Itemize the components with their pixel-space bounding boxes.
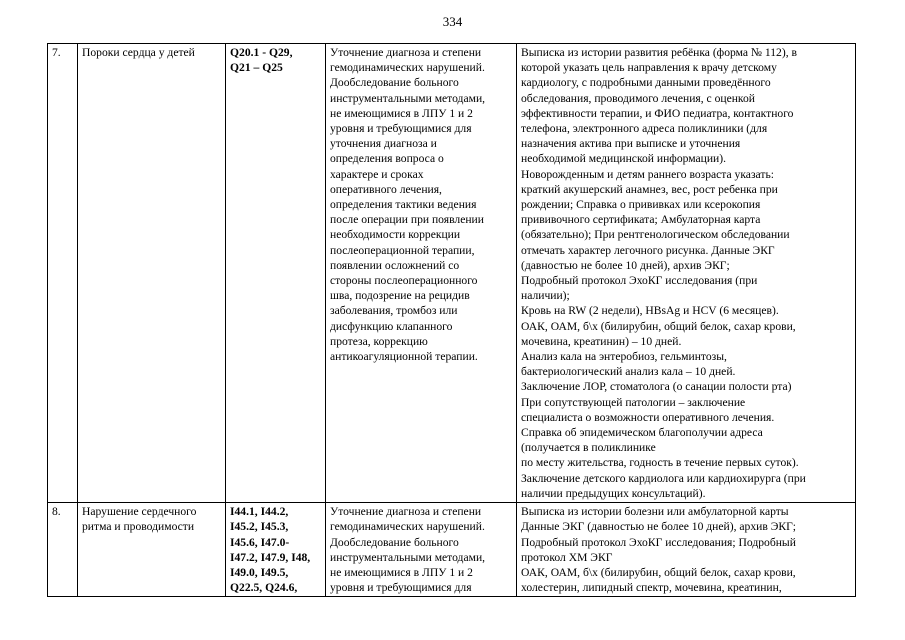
document-line: Данные ЭКГ (давностью не более 10 дней), архив ЭКГ; [521, 520, 797, 534]
document-line: которой указать цель направления к врачу детскому [521, 61, 777, 75]
document-line: Заключение детского кардиолога или кардиохирурга (при [521, 471, 806, 485]
document-line: Подробный протокол ЭхоКГ исследования; Подробный [521, 535, 796, 549]
purpose-line: определения тактики ведения [330, 198, 477, 212]
row-number-text: 7. [52, 46, 61, 59]
document-line: отмечать характер легочного рисунка. Данные ЭКГ [521, 243, 775, 257]
purpose-line: уровня и требующимися для [330, 122, 472, 136]
document-line: Справка об эпидемическом благополучии адреса [521, 426, 763, 440]
purpose-line: стороны послеоперационного [330, 274, 478, 288]
icd-codes [226, 503, 326, 597]
referral-purpose [326, 503, 517, 597]
icd-code-line: Q21 – Q25 [230, 61, 283, 75]
condition-name-line: Нарушение сердечного [82, 505, 197, 519]
document-line: обследования, проводимого лечения, с оценкой [521, 91, 755, 105]
table-row [48, 503, 856, 597]
document-line: бактериологический анализ кала – 10 дней. [521, 365, 736, 379]
document-line: (давностью не более 10 дней), архив ЭКГ; [521, 258, 730, 272]
purpose-line: уточнения диагноза и [330, 137, 437, 151]
row-number [48, 503, 78, 597]
document-line: При сопутствующей патологии – заключение [521, 395, 746, 409]
document-line: краткий акушерский анамнез, вес, рост ребенка при [521, 182, 778, 196]
document-line: ОАК, ОАМ, б\х (билирубин, общий белок, сахар крови, [521, 565, 796, 579]
required-documents [517, 503, 856, 597]
purpose-line: определения вопроса о [330, 152, 444, 166]
purpose-line: появлении осложнений со [330, 258, 460, 272]
purpose-line: шва, подозрение на рецидив [330, 289, 470, 303]
purpose-line: Уточнение диагноза и степени [330, 505, 482, 519]
referral-purpose [326, 44, 517, 503]
document-line: прививочного сертификата; Амбулаторная карта [521, 213, 761, 227]
purpose-line: после операции при появлении [330, 213, 484, 227]
page-number: 334 [442, 14, 463, 29]
purpose-line: Дообследование больного [330, 535, 459, 549]
condition-name [78, 503, 226, 597]
document-line: холестерин, липидный спектр, мочевина, креатинин, [521, 581, 782, 595]
document-line: протокол ХМ ЭКГ [521, 550, 613, 564]
condition-name-line: ритма и проводимости [82, 520, 195, 534]
purpose-line: заболевания, тромбоз или [330, 304, 458, 318]
document-line: наличии); [521, 289, 570, 303]
purpose-line: оперативного лечения, [330, 182, 442, 196]
document-line: кардиологу, с подробными данными проведённого [521, 76, 771, 90]
condition-name-text: Пороки сердца у детей [82, 46, 195, 59]
purpose-line: не имеющимися в ЛПУ 1 и 2 [330, 106, 473, 120]
document-line: рождении; Справка о прививках или ксерокопия [521, 198, 761, 212]
document-line: специалиста о возможности оперативного лечения. [521, 410, 775, 424]
document-line: по месту жительства, годность в течение первых суток). [521, 456, 799, 470]
document-line: Новорожденным и детям раннего возраста указать: [521, 167, 774, 181]
document-line: ОАК, ОАМ, б\х (билирубин, общий белок, сахар крови, [521, 319, 796, 333]
purpose-line: уровня и требующимися для [330, 581, 472, 595]
document-line: эффективности терапии, и ФИО педиатра, контактного [521, 106, 794, 120]
purpose-line: Дообследование больного [330, 76, 459, 90]
icd-code-line: I44.1, I44.2, [230, 505, 289, 519]
document-line: необходимой медицинской информации). [521, 152, 727, 166]
document-line: Выписка из истории развития ребёнка (форма № 112), в [521, 46, 797, 59]
purpose-line: антикоагуляционной терапии. [330, 350, 478, 364]
purpose-line: дисфункцию клапанного [330, 319, 453, 333]
row-number-text: 8. [52, 505, 61, 519]
purpose-line: характере и сроках [330, 167, 424, 181]
icd-codes [226, 44, 326, 503]
required-documents [517, 44, 856, 503]
icd-code-line: Q20.1 - Q29, [230, 46, 293, 59]
icd-code-line: I47.2, I47.9, I48, [230, 550, 311, 564]
document-line: Анализ кала на энтеробиоз, гельминтозы, [521, 350, 727, 364]
purpose-line: послеоперационной терапии, [330, 243, 475, 257]
document-line: (получается в поликлинике [521, 441, 656, 455]
purpose-line: инструментальными методами, [330, 91, 486, 105]
document-line: наличии предыдущих консультаций). [521, 486, 706, 500]
document-line: телефона, электронного адреса поликлиники (для [521, 122, 768, 136]
purpose-line: гемодинамических нарушений. [330, 520, 485, 534]
purpose-line: гемодинамических нарушений. [330, 61, 485, 75]
document-line: Подробный протокол ЭхоКГ исследования (при [521, 274, 758, 288]
document-line: Кровь на RW (2 недели), HBsAg и HCV (6 месяцев). [521, 304, 779, 318]
purpose-line: протеза, коррекцию [330, 334, 428, 348]
purpose-line: не имеющимися в ЛПУ 1 и 2 [330, 565, 473, 579]
purpose-line: инструментальными методами, [330, 550, 486, 564]
document-line: (обязательно); При рентгенологическом обследовании [521, 228, 790, 242]
document-line: Выписка из истории болезни или амбулаторной карты [521, 505, 789, 519]
condition-name [78, 44, 226, 503]
purpose-line: необходимости коррекции [330, 228, 461, 242]
icd-code-line: I49.0, I49.5, [230, 565, 289, 579]
row-number [48, 44, 78, 503]
document-line: Заключение ЛОР, стоматолога (о санации полости рта) [521, 380, 792, 394]
table-row [48, 44, 856, 503]
icd-code-line: I45.2, I45.3, [230, 520, 289, 534]
document-line: назначения актива при выписке и уточнения [521, 137, 741, 151]
referral-table [47, 43, 856, 597]
document-line: мочевина, креатинин) – 10 дней. [521, 334, 682, 348]
purpose-line: Уточнение диагноза и степени [330, 46, 482, 59]
icd-code-line: I45.6, I47.0- [230, 535, 290, 549]
icd-code-line: Q22.5, Q24.6, [230, 581, 298, 595]
